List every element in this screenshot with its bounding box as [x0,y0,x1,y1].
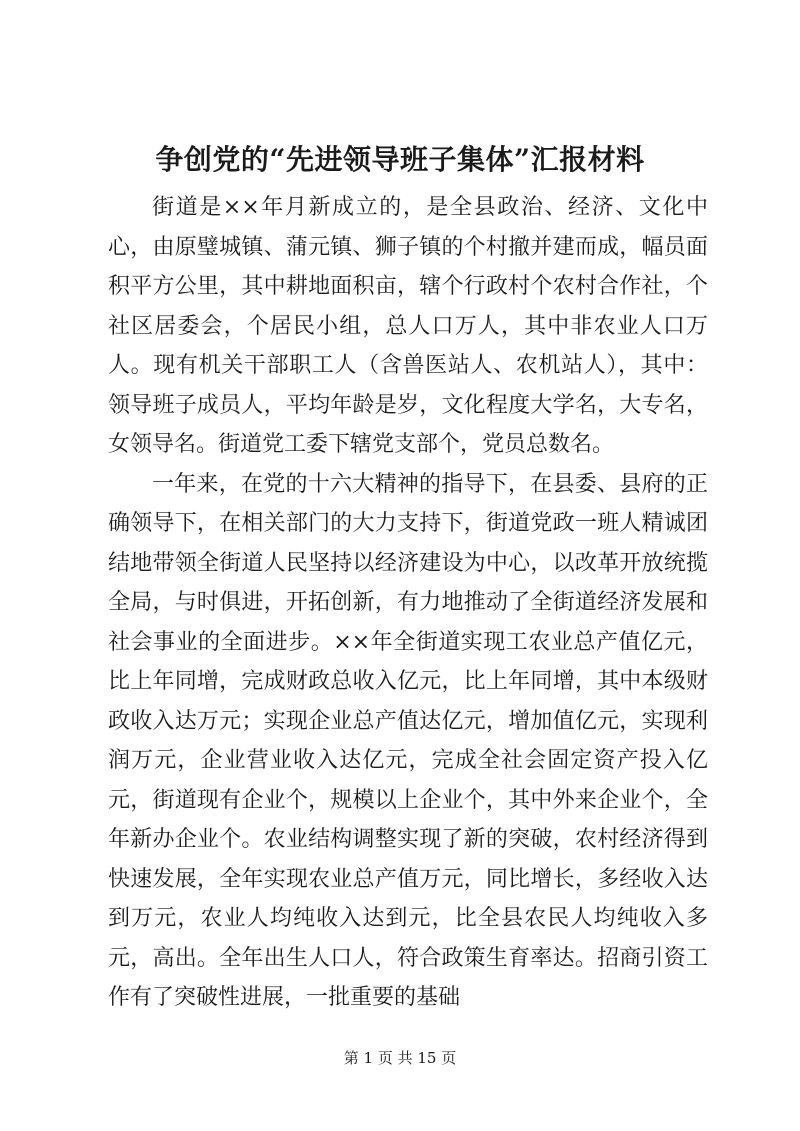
document-title: 争创党的“先进领导班子集体”汇报材料 [155,143,645,176]
paragraph-1: 街道是××年月新成立的，是全县政治、经济、文化中心，由原璧城镇、蒲元镇、狮子镇的个村撤并建而成，幅员面积平方公里，其中耕地面积亩，辖个行政村个农村合作社，个社区居委会，个居民小组，总人口万人，其中非农业人口万人。现有机关干部职工人（含兽医站人、农机站人），其中：领导班子成员人，平均年龄是岁，文化程度大学名，大专名，女领导名。街道党工委下辖党支部个，党员总数名。 [108,195,708,457]
paragraph-2: 一年来，在党的十六大精神的指导下，在县委、县府的正确领导下，在相关部门的大力支持下，街道党政一班人精诚团结地带领全街道人民坚持以经济建设为中心，以改革开放统揽全局，与时俱进，开拓创新，有力地推动了全街道经济发展和社会事业的全面进步。××年全街道实现工农业总产值亿元，比上年同增，完成财政总收入亿元，比上年同增，其中本级财政收入达万元；实现企业总产值达亿元，增加值亿元，实现利润万元，企业营业收入达亿元，完成全社会固定资产投入亿元，街道现有企业个，规模以上企业个，其中外来企业个，全年新办企业个。农业结构调整实现了新的突破，农村经济得到快速发展，全年实现农业总产值万元，同比增长，多经收入达到万元，农业人均纯收入达到元，比全县农民人均纯收入多元，高出。全年出生人口人，符合政策生育率达。招商引资工作有了突破性进展，一批重要的基础 [108,471,708,1010]
page-number-footer: 第 1 页 共 15 页 [343,1049,457,1067]
document-body [108,188,708,1018]
